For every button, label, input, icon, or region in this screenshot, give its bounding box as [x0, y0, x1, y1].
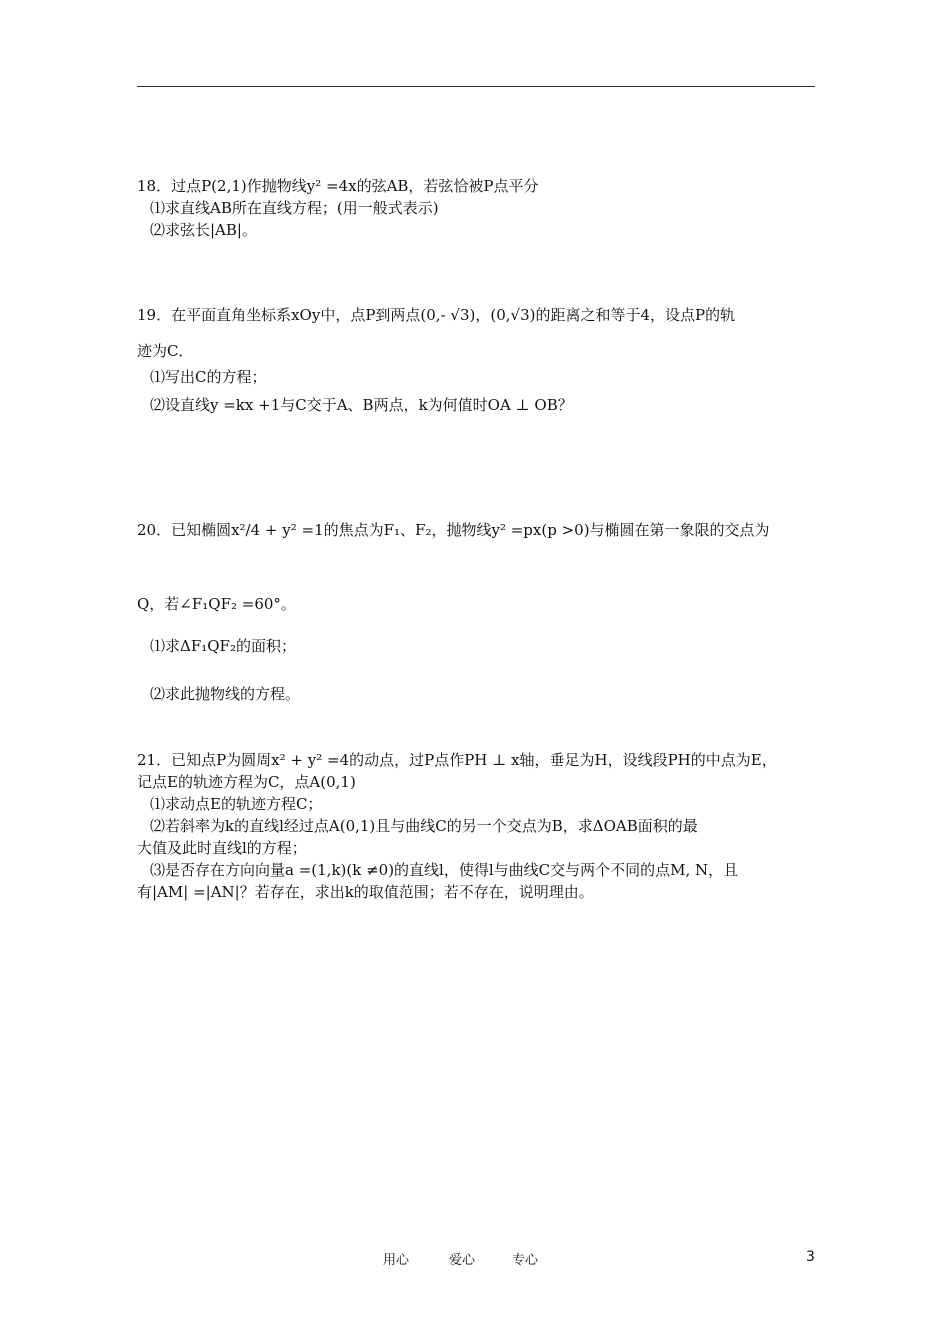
question-19-stem: 19．在平面直角坐标系xOy中，点P到两点(0,- √3)，(0,√3)的距离之和等于4，设点P的轨: [137, 306, 736, 324]
page-number: 3: [806, 1249, 815, 1265]
question-20-stem: 20．已知椭圆x²/4 + y² =1的焦点为F₁、F₂，抛物线y² =px(p >0)与椭圆在第一象限的交点为: [137, 521, 770, 539]
question-21-stem-cont: 记点E的轨迹方程为C，点A(0,1): [137, 773, 356, 791]
footer-word-1: 用心: [383, 1253, 410, 1268]
question-20: [137, 519, 827, 705]
header-rule: [137, 86, 815, 87]
question-18: [137, 175, 827, 241]
question-20-stem-cont: Q，若∠F₁QF₂ =60°。: [137, 595, 296, 613]
question-19: [137, 304, 827, 416]
question-19-stem-cont: 迹为C．: [137, 342, 194, 360]
question-20-part-1: ⑴求ΔF₁QF₂的面积；: [150, 637, 296, 655]
question-21-part-2-cont: 大值及此时直线l的方程；: [137, 839, 307, 857]
question-18-part-1: ⑴求直线AB所在直线方程；(用一般式表示): [150, 199, 439, 217]
question-21-part-1: ⑴求动点E的轨迹方程C；: [150, 795, 323, 813]
question-18-part-2: ⑵求弦长|AB|。: [150, 221, 257, 239]
question-21-part-3: ⑶是否存在方向向量a =(1,k)(k ≠0)的直线l，使得l与曲线C交与两个不同的点M, N，且: [150, 861, 739, 879]
question-21-stem: 21．已知点P为圆周x² + y² =4的动点，过P点作PH ⊥ x轴，垂足为H，设线段PH的中点为E，: [137, 751, 777, 769]
question-21: [137, 749, 827, 903]
question-21-part-3-cont: 有|AM| =|AN|？若存在，求出k的取值范围；若不存在，说明理由。: [137, 883, 594, 901]
question-19-part-1: ⑴写出C的方程；: [150, 368, 267, 386]
footer-word-3: 专心: [512, 1253, 539, 1268]
question-18-stem: 18．过点P(2,1)作抛物线y² =4x的弦AB，若弦恰被P点平分: [137, 177, 539, 195]
question-19-part-2: ⑵设直线y =kx +1与C交于A、B两点，k为何值时OA ⊥ OB？: [150, 396, 573, 414]
footer-word-2: 爱心: [449, 1253, 476, 1268]
question-21-part-2: ⑵若斜率为k的直线l经过点A(0,1)且与曲线C的另一个交点为B，求ΔOAB面积的最: [150, 817, 698, 835]
question-20-part-2: ⑵求此抛物线的方程。: [150, 685, 301, 703]
